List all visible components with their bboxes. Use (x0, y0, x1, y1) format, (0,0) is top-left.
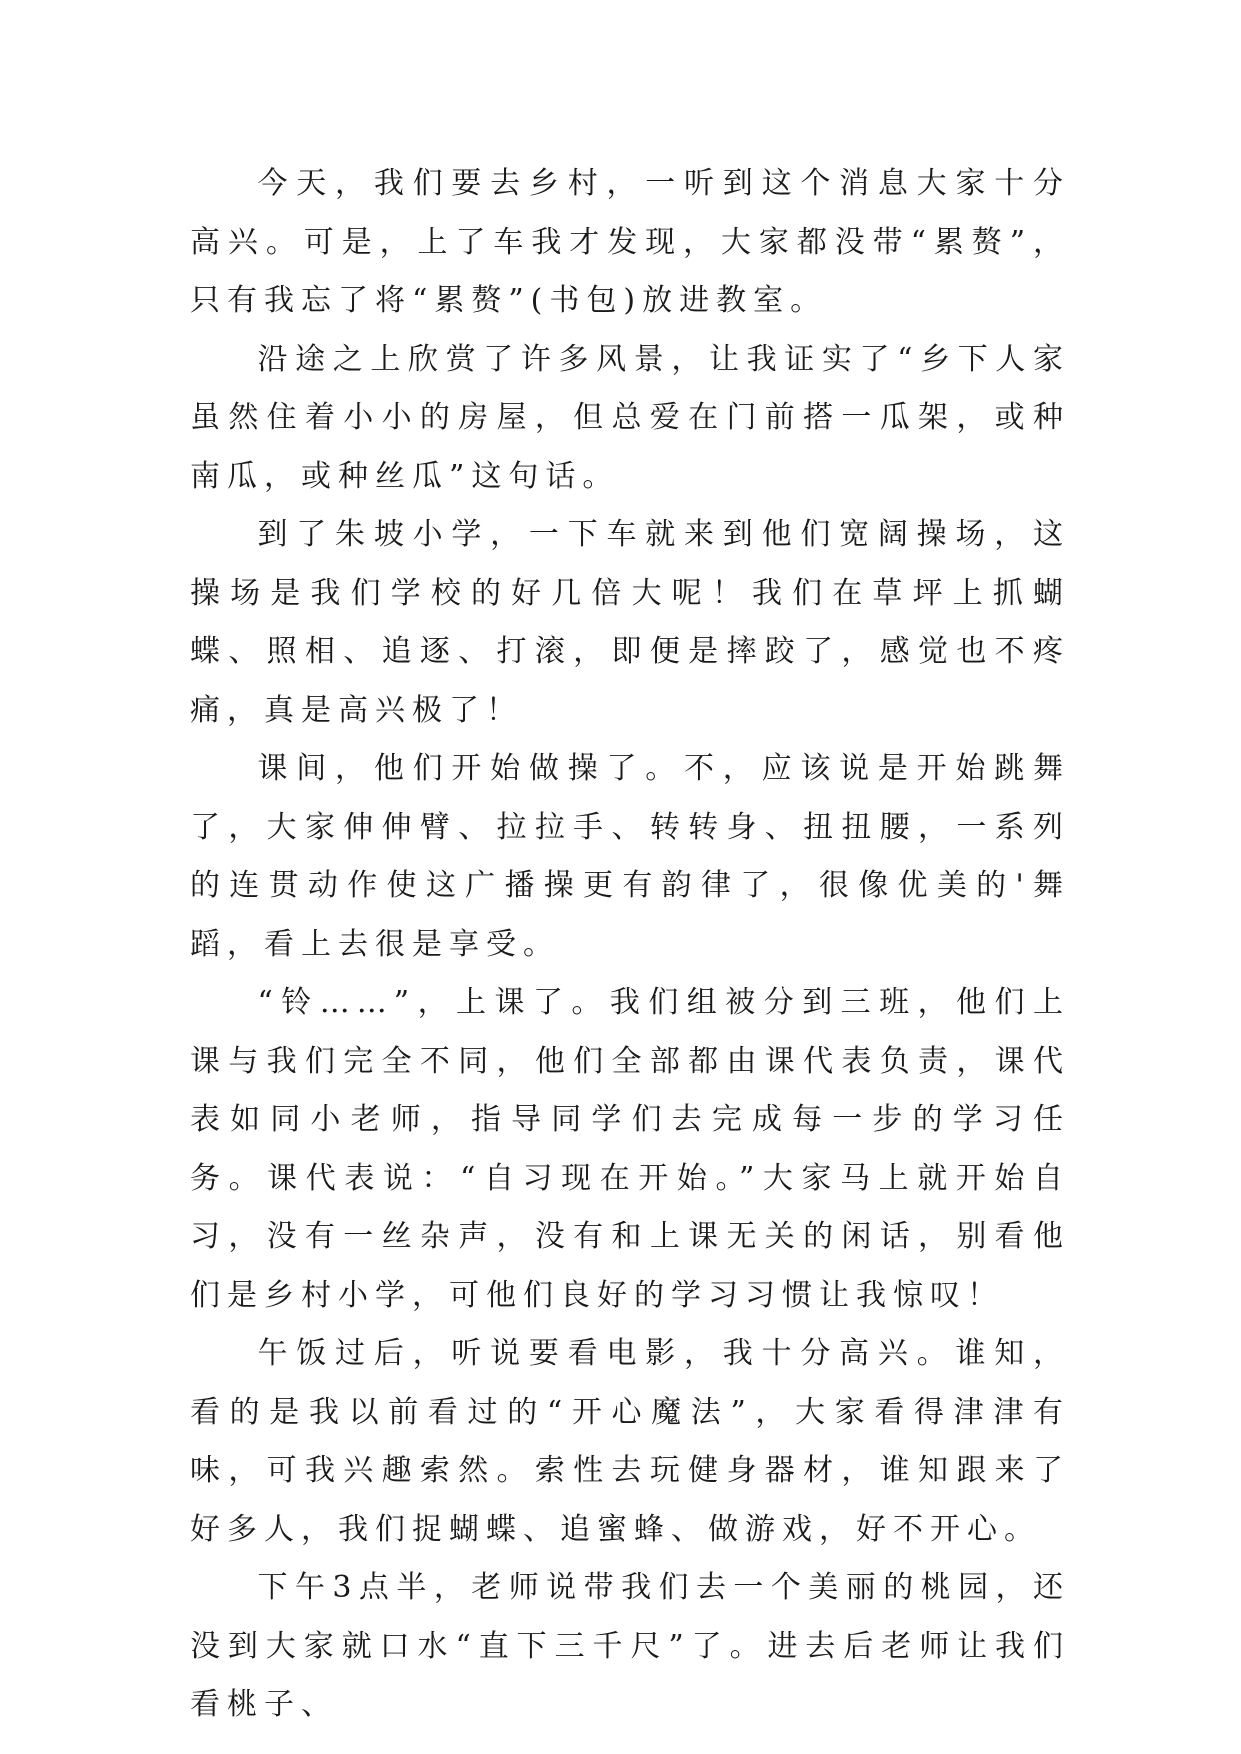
paragraph-1: 今天，我们要去乡村，一听到这个消息大家十分高兴。可是，上了车我才发现，大家都没带“累赘”，只有我忘了将“累赘”(书包)放进教室。 (190, 166, 1070, 318)
paragraph-3: 到了朱坡小学，一下车就来到他们宽阔操场，这操场是我们学校的好几倍大呢！我们在草坪上抓蝴蝶、照相、追逐、打滚，即便是摔跤了，感觉也不疼痛，真是高兴极了！ (190, 517, 1070, 728)
paragraph-2: 沿途之上欣赏了许多风景，让我证实了“乡下人家虽然住着小小的房屋，但总爱在门前搭一瓜架，或种南瓜，或种丝瓜”这句话。 (190, 341, 1070, 494)
paragraph-6: 午饭过后，听说要看电影，我十分高兴。谁知，看的是我以前看过的“开心魔法”，大家看得津津有味，可我兴趣索然。索性去玩健身器材，谁知跟来了好多人，我们捉蝴蝶、追蜜蜂、做游戏，好不开心。 (190, 1336, 1070, 1547)
paragraph-4: 课间，他们开始做操了。不，应该说是开始跳舞了，大家伸伸臂、拉拉手、转转身、扭扭腰，一系列的连贯动作使这广播操更有韵律了，很像优美的'舞蹈，看上去很是享受。 (190, 751, 1070, 962)
paragraph-7: 下午3点半，老师说带我们去一个美丽的桃园，还没到大家就口水“直下三千尺”了。进去后老师让我们看桃子、 (190, 1570, 1070, 1722)
paragraph-5: “铃……”，上课了。我们组被分到三班，他们上课与我们完全不同，他们全部都由课代表负责，课代表如同小老师，指导同学们去完成每一步的学习任务。课代表说：“自习现在开始。”大家马上就开始自习，没有一丝杂声，没有和上课无关的闲话，别看他们是乡村小学，可他们良好的学习习惯让我惊叹！ (190, 985, 1070, 1313)
document-body (190, 155, 1070, 1735)
